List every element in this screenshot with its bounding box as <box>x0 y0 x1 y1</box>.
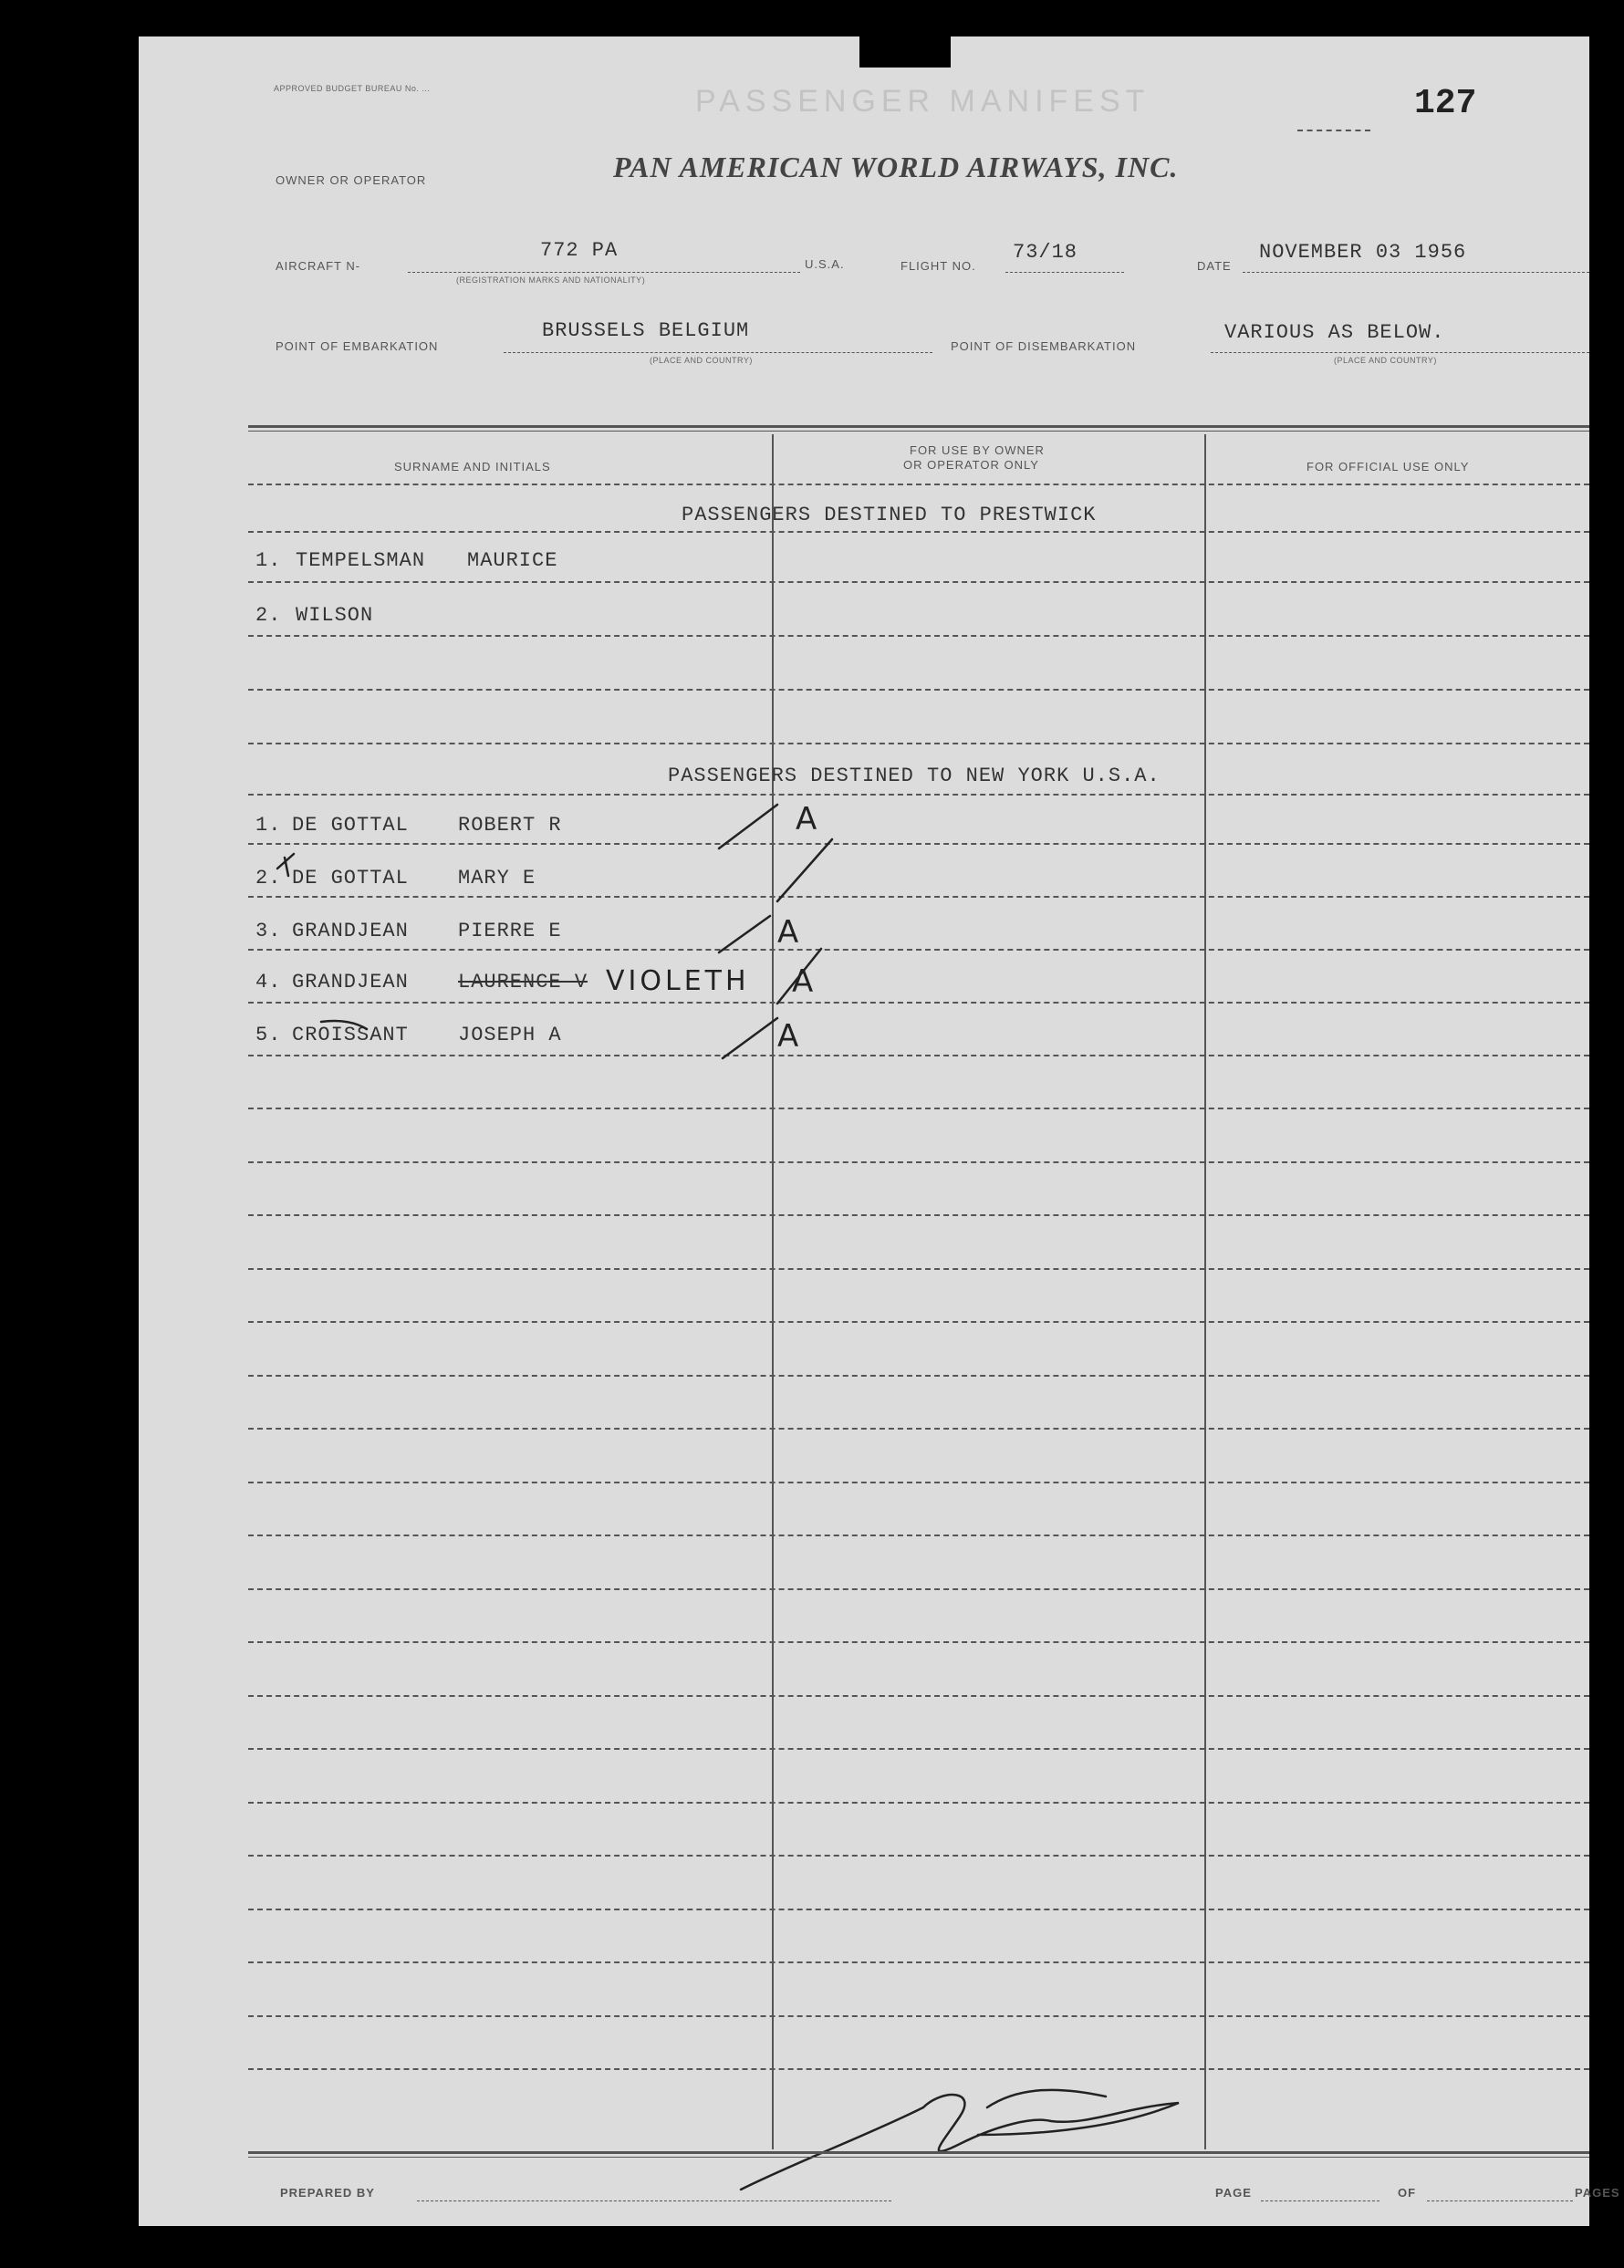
col-owner-use-2: OR OPERATOR ONLY <box>903 458 1039 472</box>
passenger-given: PIERRE E <box>458 920 562 942</box>
flight-value: 73/18 <box>1013 241 1078 264</box>
passenger-given-struck: LAURENCE V <box>458 971 588 994</box>
check-stroke <box>719 805 777 848</box>
passenger-given: MARY E <box>458 867 536 890</box>
date-label: DATE <box>1197 259 1232 273</box>
embark-label: POINT OF EMBARKATION <box>276 339 439 353</box>
section-heading: PASSENGERS DESTINED TO PRESTWICK <box>682 504 1097 526</box>
handwritten-marks <box>139 36 1589 2226</box>
check-stroke <box>723 1018 777 1058</box>
passenger-surname: TEMPELSMAN <box>296 549 426 572</box>
of-label: OF <box>1398 2186 1417 2200</box>
approval-mark: A <box>792 963 814 1000</box>
check-stroke <box>777 949 821 1004</box>
pages-label: PAGES <box>1575 2186 1620 2200</box>
row-num: 1. <box>255 814 282 837</box>
check-stroke <box>777 839 832 901</box>
page-number: 127 <box>1414 84 1477 123</box>
col-surname: SURNAME AND INITIALS <box>394 460 551 473</box>
prepared-label: PREPARED BY <box>280 2186 375 2200</box>
check-stroke <box>321 1021 367 1029</box>
footer-rule-2 <box>248 2157 1589 2158</box>
approval-note: APPROVED BUDGET BUREAU No. ... <box>274 84 431 93</box>
footer-rule <box>248 2151 1589 2154</box>
prepared-line <box>417 2200 891 2201</box>
manifest-sheet <box>139 36 1620 2226</box>
embark-note: (PLACE AND COUNTRY) <box>650 356 753 365</box>
usa-label: U.S.A. <box>805 257 845 271</box>
page-label: PAGE <box>1215 2186 1252 2200</box>
page-line <box>1261 2200 1379 2201</box>
approval-mark: A <box>777 1018 799 1055</box>
date-value: NOVEMBER 03 1956 <box>1259 241 1467 264</box>
row-num: 4. <box>255 971 282 994</box>
row-num: 1. <box>255 549 282 572</box>
approval-mark: A <box>777 914 799 951</box>
check-stroke <box>277 854 294 876</box>
col-official: FOR OFFICIAL USE ONLY <box>1306 460 1470 473</box>
passenger-surname: CROISSANT <box>292 1024 409 1046</box>
disembark-label: POINT OF DISEMBARKATION <box>951 339 1137 353</box>
form-title: PASSENGER MANIFEST <box>695 84 1150 119</box>
passenger-given: ROBERT R <box>458 814 562 837</box>
of-line <box>1427 2200 1573 2201</box>
col-owner-use-1: FOR USE BY OWNER <box>910 443 1045 457</box>
signature <box>987 2090 1106 2107</box>
section-heading: PASSENGERS DESTINED TO NEW YORK U.S.A. <box>668 765 1161 787</box>
disembark-note: (PLACE AND COUNTRY) <box>1334 356 1437 365</box>
signature <box>741 2095 1179 2190</box>
disembark-value: VARIOUS AS BELOW. <box>1224 321 1445 344</box>
passenger-given: JOSEPH A <box>458 1024 562 1046</box>
passenger-surname: DE GOTTAL <box>292 814 409 837</box>
check-stroke <box>719 916 770 952</box>
aircraft-value: 772 PA <box>540 239 619 262</box>
aircraft-label: AIRCRAFT N- <box>276 259 361 273</box>
owner-label: OWNER OR OPERATOR <box>276 173 427 187</box>
aircraft-note: (REGISTRATION MARKS AND NATIONALITY) <box>456 276 646 285</box>
passenger-surname: DE GOTTAL <box>292 867 409 890</box>
passenger-surname: WILSON <box>296 604 374 627</box>
row-num: 5. <box>255 1024 282 1046</box>
passenger-surname: GRANDJEAN <box>292 971 409 994</box>
handwritten-correction: VIOLETH <box>606 965 750 997</box>
passenger-given: MAURICE <box>467 549 558 572</box>
embark-value: BRUSSELS BELGIUM <box>542 319 750 342</box>
row-num: 3. <box>255 920 282 942</box>
row-num: 2. <box>255 867 282 890</box>
owner-value: PAN AMERICAN WORLD AIRWAYS, INC. <box>613 151 1179 183</box>
flight-label: FLIGHT NO. <box>900 259 976 273</box>
passenger-surname: GRANDJEAN <box>292 920 409 942</box>
approval-mark: A <box>796 801 817 837</box>
row-num: 2. <box>255 604 282 627</box>
